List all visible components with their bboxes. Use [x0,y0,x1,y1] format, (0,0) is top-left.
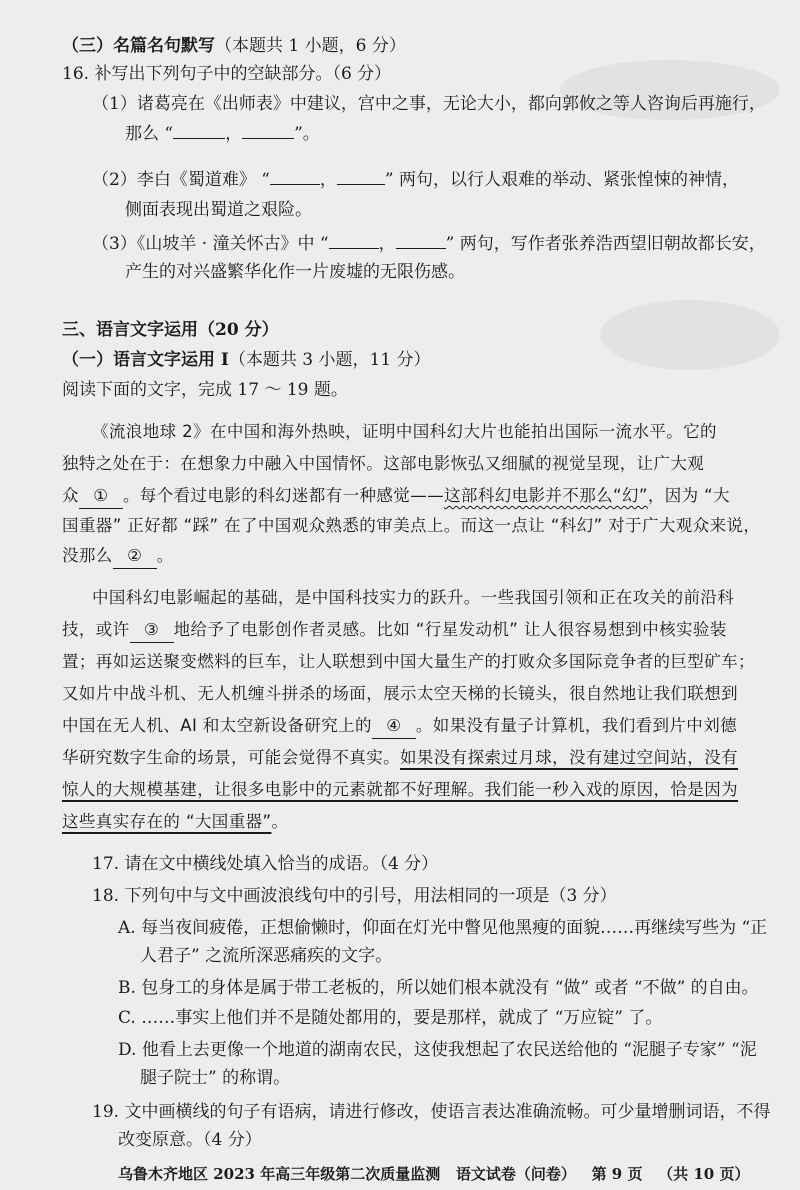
answer-blank[interactable] [270,184,320,185]
exam-title: 乌鲁木齐地区 2023 年高三年级第二次质量监测 [118,1165,441,1183]
passage-line: 置；再如运送聚变燃料的巨车，让人联想到中国大量生产的打败众多国际竞争者的巨型矿车； [62,652,755,671]
passage-line [62,778,738,802]
q16-stem: 16. 补写出下列句子中的空缺部分。（6 分） [62,64,392,84]
passage-line: 又如片中战斗机、无人机缠斗拼杀的场面，展示太空天梯的长镜头，很自然地让我们联想到 [62,684,738,703]
answer-blank[interactable] [329,248,379,249]
q18-option-d[interactable]: D. 他看上去更像一个地道的湖南农民，这使我想起了农民送给他的 “泥腿子专家” “泥 [118,1040,757,1060]
q19-stem-cont: 改变原意。（4 分） [118,1130,262,1150]
blank-marker-1[interactable]: ① [79,484,123,509]
blank-marker-4[interactable]: ④ [372,714,416,739]
blank-marker-3[interactable]: ③ [130,618,174,643]
reading-instruction: 阅读下面的文字，完成 17 ～ 19 题。 [62,380,348,400]
page-number: 第 9 页 [591,1165,643,1183]
wavy-underlined-sentence: 这部科幻电影并不那么“幻” [444,486,648,505]
blank-marker-2[interactable]: ② [113,544,157,569]
q18-stem: 18. 下列句中与文中画波浪线句中的引号，用法相同的一项是（3 分） [92,886,617,906]
answer-blank[interactable] [173,138,225,139]
answer-blank[interactable] [396,248,446,249]
q18-option-a-cont: 人君子” 之流所深恶痛疾的文字。 [140,946,393,966]
underlined-sentence: 这些真实存在的 “大国重器” [62,812,272,831]
passage-line: 中国科幻电影崛起的基础，是中国科技实力的跃升。一些我国引领和正在攻关的前沿科 [92,588,735,607]
passage-line: 众 ① 。每个看过电影的科幻迷都有一种感觉——这部科幻电影并不那么“幻”，因为 “大 [62,484,730,509]
passage-line: 国重器” 正好都 “踩” 在了中国观众熟悉的审美点上。而这一点让 “科幻” 对于广大观众来说， [62,516,761,535]
q18-option-c[interactable]: C. ……事实上他们并不是随处都用的，要是那样，就成了 “万应锭” 了。 [118,1008,663,1028]
q16-item3-line1: （3）《山坡羊 · 潼关怀古》中 “ ， ” 两句，写作者张养浩西望旧朝故都长安， [92,234,766,254]
q18-option-d-cont: 腿子院士” 的称谓。 [140,1068,291,1088]
passage-line: 华研究数字生命的场景，可能会觉得不真实。如果没有探索过月球，没有建过空间站，没有 [62,748,738,767]
part-3-heading: 三、语言文字运用（20 分） [62,320,279,340]
q16-item3-line2: 产生的对兴盛繁华化作一片废墟的无限伤感。 [125,262,465,282]
passage-line: 技，或许 ③ 地给予了电影创作者灵感。比如 “行星发动机” 让人很容易想到中核实验装 [62,618,727,643]
q18-option-a[interactable]: A. 每当夜间疲倦，正想偷懒时，仰面在灯光中瞥见他黑瘦的面貌……再继续写些为 “正 [118,918,768,938]
underlined-sentence: 惊人的大规模基建，让很多电影中的元素就都不好理解。我们能一秒入戏的原因，恰是因为 [62,780,738,799]
passage-line: 这些真实存在的 “大国重器”。 [62,812,289,831]
paper-smudge [600,300,780,370]
q19-stem: 19. 文中画横线的句子有语病，请进行修改，使语言表达准确流畅。可少量增删词语，不得 [92,1102,771,1122]
total-pages: （共 10 页） [658,1165,750,1183]
page-footer [118,1162,749,1186]
q16-item2-line2: 侧面表现出蜀道之艰险。 [125,200,312,220]
answer-blank[interactable] [337,184,385,185]
passage-line: 中国在无人机、AI 和太空新设备研究上的 ④ 。如果没有量子计算机，我们看到片中刘德 [62,714,737,739]
q18-option-b[interactable]: B. 包身工的身体是属于带工老板的，所以她们根本就没有 “做” 或者 “不做” 的自由。 [118,978,759,998]
underlined-sentence: 如果没有探索过月球，没有建过空间站，没有 [400,748,738,767]
paper-title: 语文试卷（问卷） [455,1165,576,1183]
section-note: （本题共 1 小题，6 分） [215,36,406,56]
section-title: （三）名篇名句默写 [62,36,215,56]
subsection-1-heading: （一）语言文字运用 Ⅰ（本题共 3 小题，11 分） [62,350,431,370]
q16-item1-line2: 那么 “ ， ”。 [125,124,320,144]
answer-blank[interactable] [242,138,294,139]
passage-line: 没那么 ② 。 [62,544,174,569]
passage-line: 独特之处在于：在想象力中融入中国情怀。这部电影恢弘又细腻的视觉呈现，让广大观 [62,454,705,473]
q16-item1-line1: （1）诸葛亮在《出师表》中建议，宫中之事，无论大小，都向郭攸之等人咨询后再施行， [92,94,766,114]
passage-line: 《流浪地球 2》在中国和海外热映，证明中国科幻大片也能拍出国际一流水平。它的 [92,422,717,441]
section-3-heading [62,34,406,58]
q17-stem: 17. 请在文中横线处填入恰当的成语。（4 分） [92,854,439,874]
q16-item2-line1: （2）李白《蜀道难》 “ ， ” 两句，以行人艰难的举动、紧张惶悚的神情， [92,170,740,190]
